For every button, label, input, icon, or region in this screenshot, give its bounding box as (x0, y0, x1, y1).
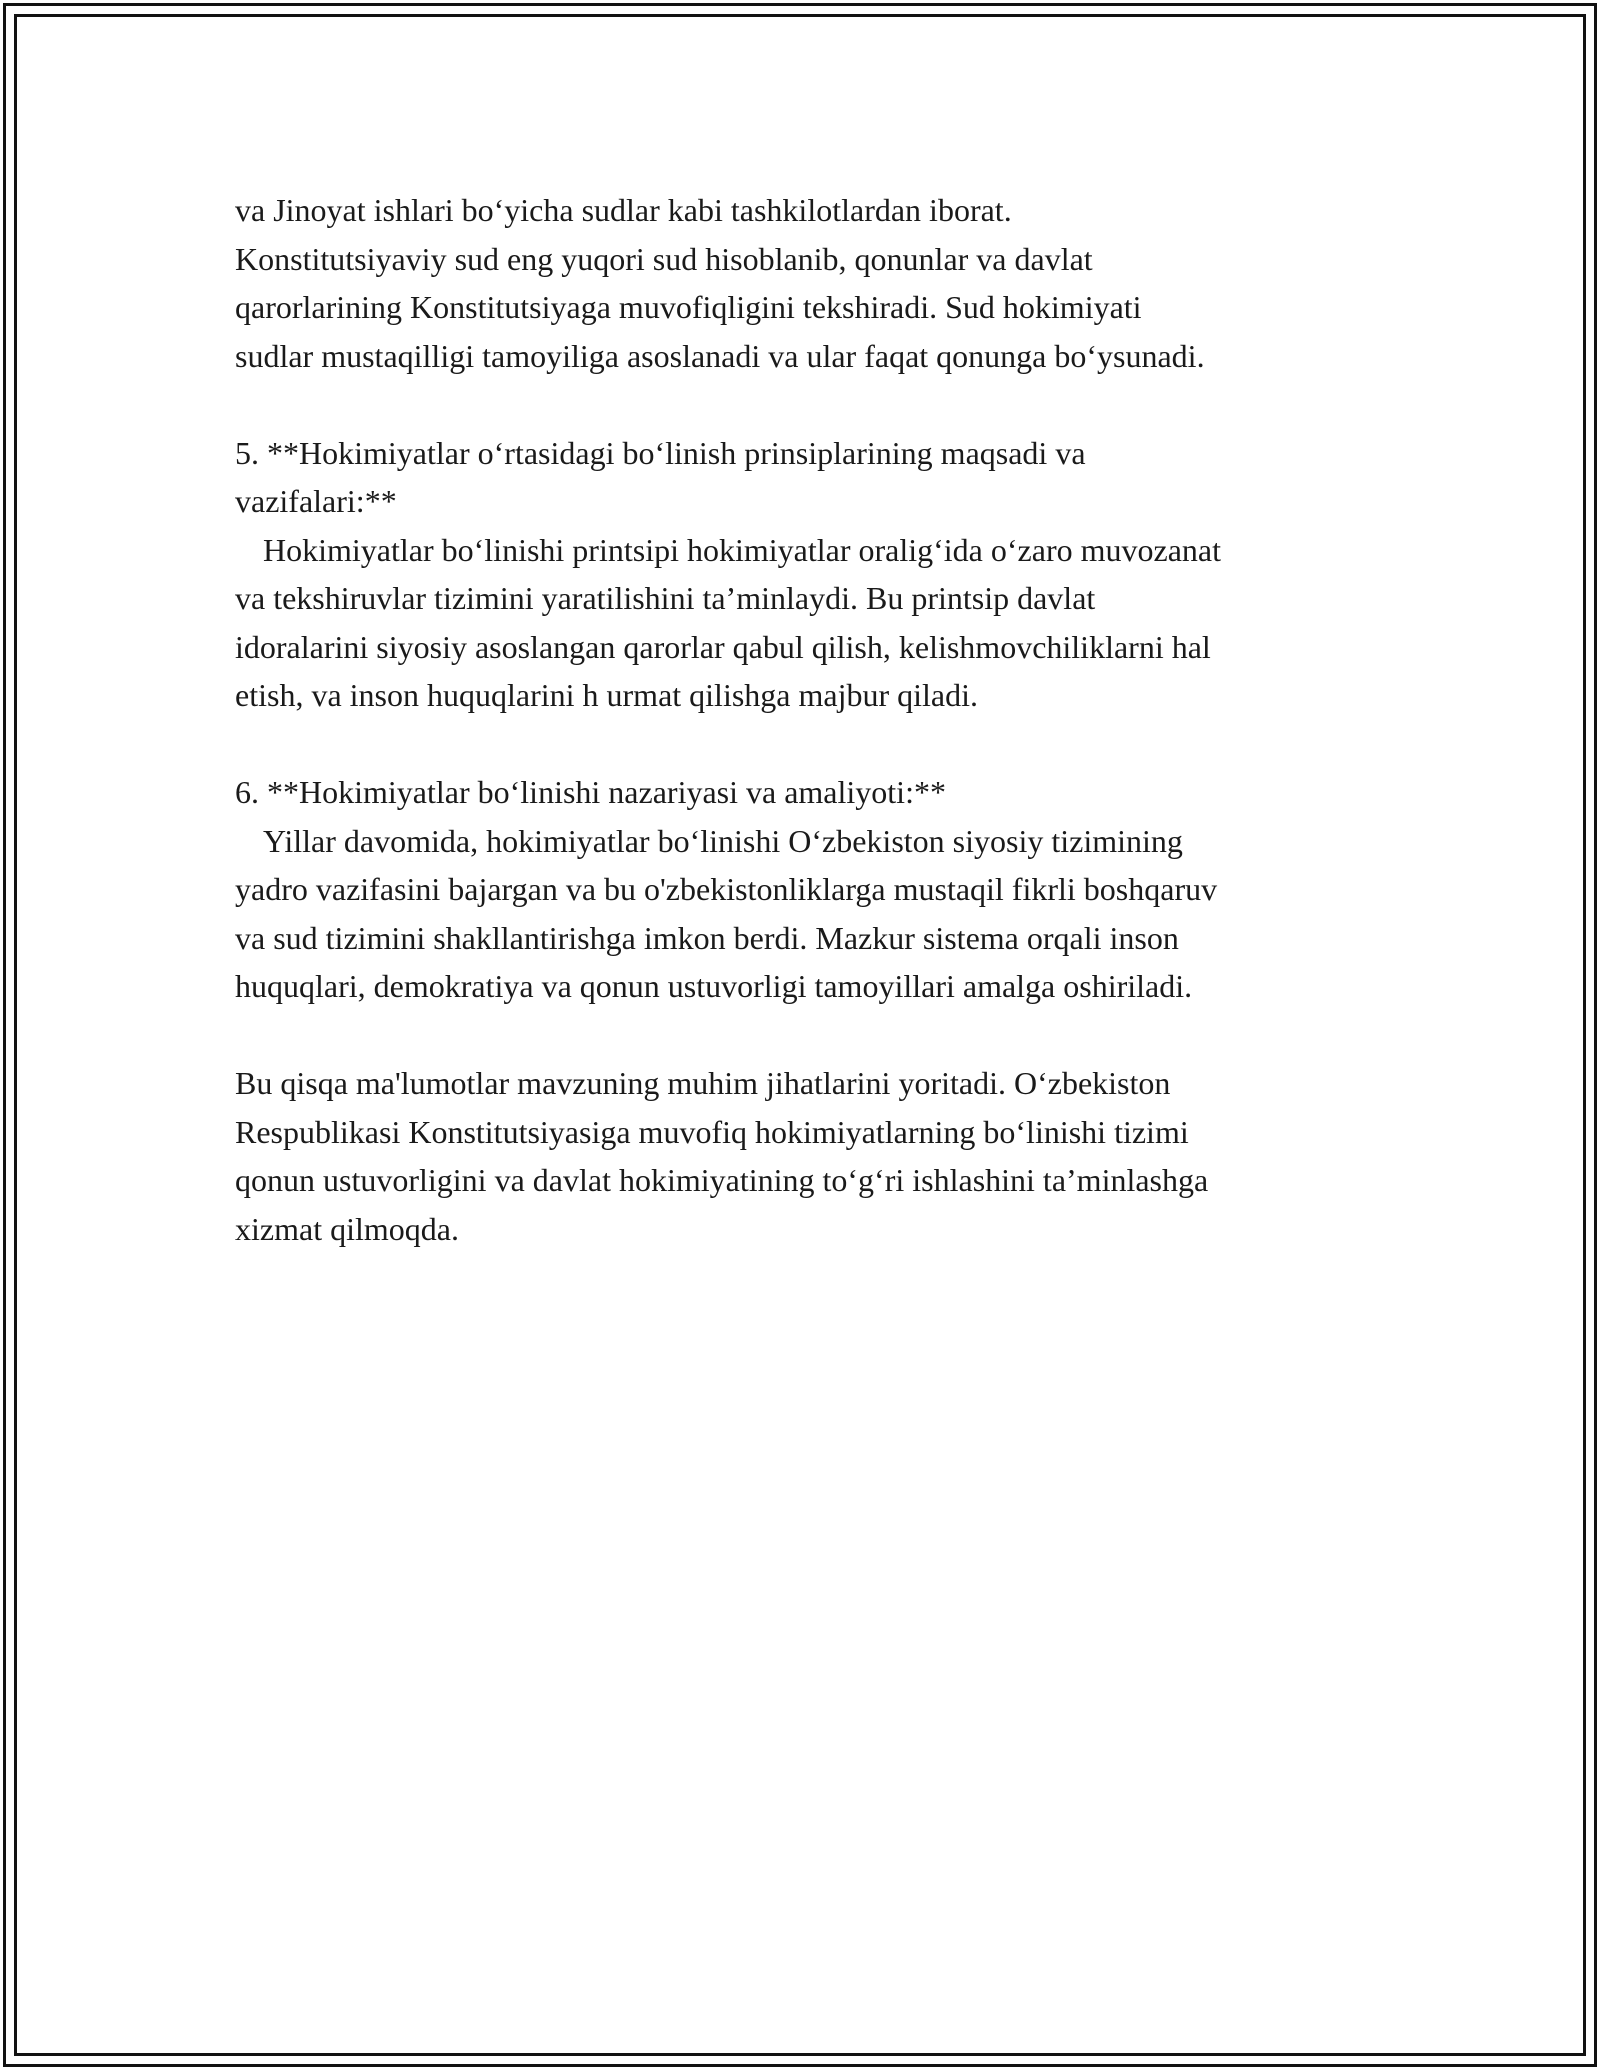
paragraph-courts (235, 186, 1375, 380)
text-line: Respublikasi Konstitutsiyasiga muvofiq hokimiyatlarning bo‘linishi tizimi (235, 1113, 1189, 1150)
text-line: Yillar davomida, hokimiyatlar bo‘linishi O‘zbekiston siyosiy tizimining (263, 822, 1183, 859)
text-line: va sud tizimini shakllantirishga imkon berdi. Mazkur sistema orqali inson (235, 919, 1179, 956)
text-line: sudlar mustaqilligi tamoyiliga asoslanadi va ular faqat qonunga bo‘ysunadi. (235, 337, 1205, 374)
section-5 (235, 429, 1375, 720)
text-line: huquqlari, demokratiya va qonun ustuvorligi tamoyillari amalga oshiriladi. (235, 968, 1193, 1004)
section-heading-line: 5. **Hokimiyatlar o‘rtasidagi bo‘linish prinsiplarining maqsadi va (235, 434, 1086, 471)
section-heading-line: 6. **Hokimiyatlar bo‘linishi nazariyasi va amaliyoti:** (235, 774, 946, 810)
text-line: xizmat qilmoqda. (235, 1210, 459, 1247)
section-6 (235, 768, 1375, 1011)
paragraph-conclusion (235, 1059, 1375, 1253)
text-line: yadro vazifasini bajargan va bu o'zbekistonliklarga mustaqil fikrli boshqaruv (235, 871, 1218, 907)
text-line: Bu qisqa ma'lumotlar mavzuning muhim jihatlarini yoritadi. O‘zbekiston (235, 1065, 1171, 1101)
text-line: va tekshiruvlar tizimini yaratilishini ta’minlaydi. Bu printsip davlat (235, 580, 1096, 616)
text-line: va Jinoyat ishlari bo‘yicha sudlar kabi tashkilotlardan iborat. (235, 192, 1012, 228)
document-body (235, 186, 1375, 1253)
text-line: qarorlarining Konstitutsiyaga muvofiqligini tekshiradi. Sud hokimiyati (235, 289, 1142, 325)
text-line: qonun ustuvorligini va davlat hokimiyatining to‘g‘ri ishlashini ta’minlashga (235, 1162, 1209, 1198)
text-line: Konstitutsiyaviy sud eng yuqori sud hisoblanib, qonunlar va davlat (235, 240, 1093, 277)
text-line: Hokimiyatlar bo‘linishi printsipi hokimiyatlar oralig‘ida o‘zaro muvozanat (263, 531, 1221, 568)
text-line: idoralarini siyosiy asoslangan qarorlar qabul qilish, kelishmovchiliklarni hal (235, 628, 1211, 665)
text-line: etish, va inson huquqlarini h urmat qilishga majbur qiladi. (235, 677, 978, 713)
section-heading-line: vazifalari:** (235, 483, 397, 519)
